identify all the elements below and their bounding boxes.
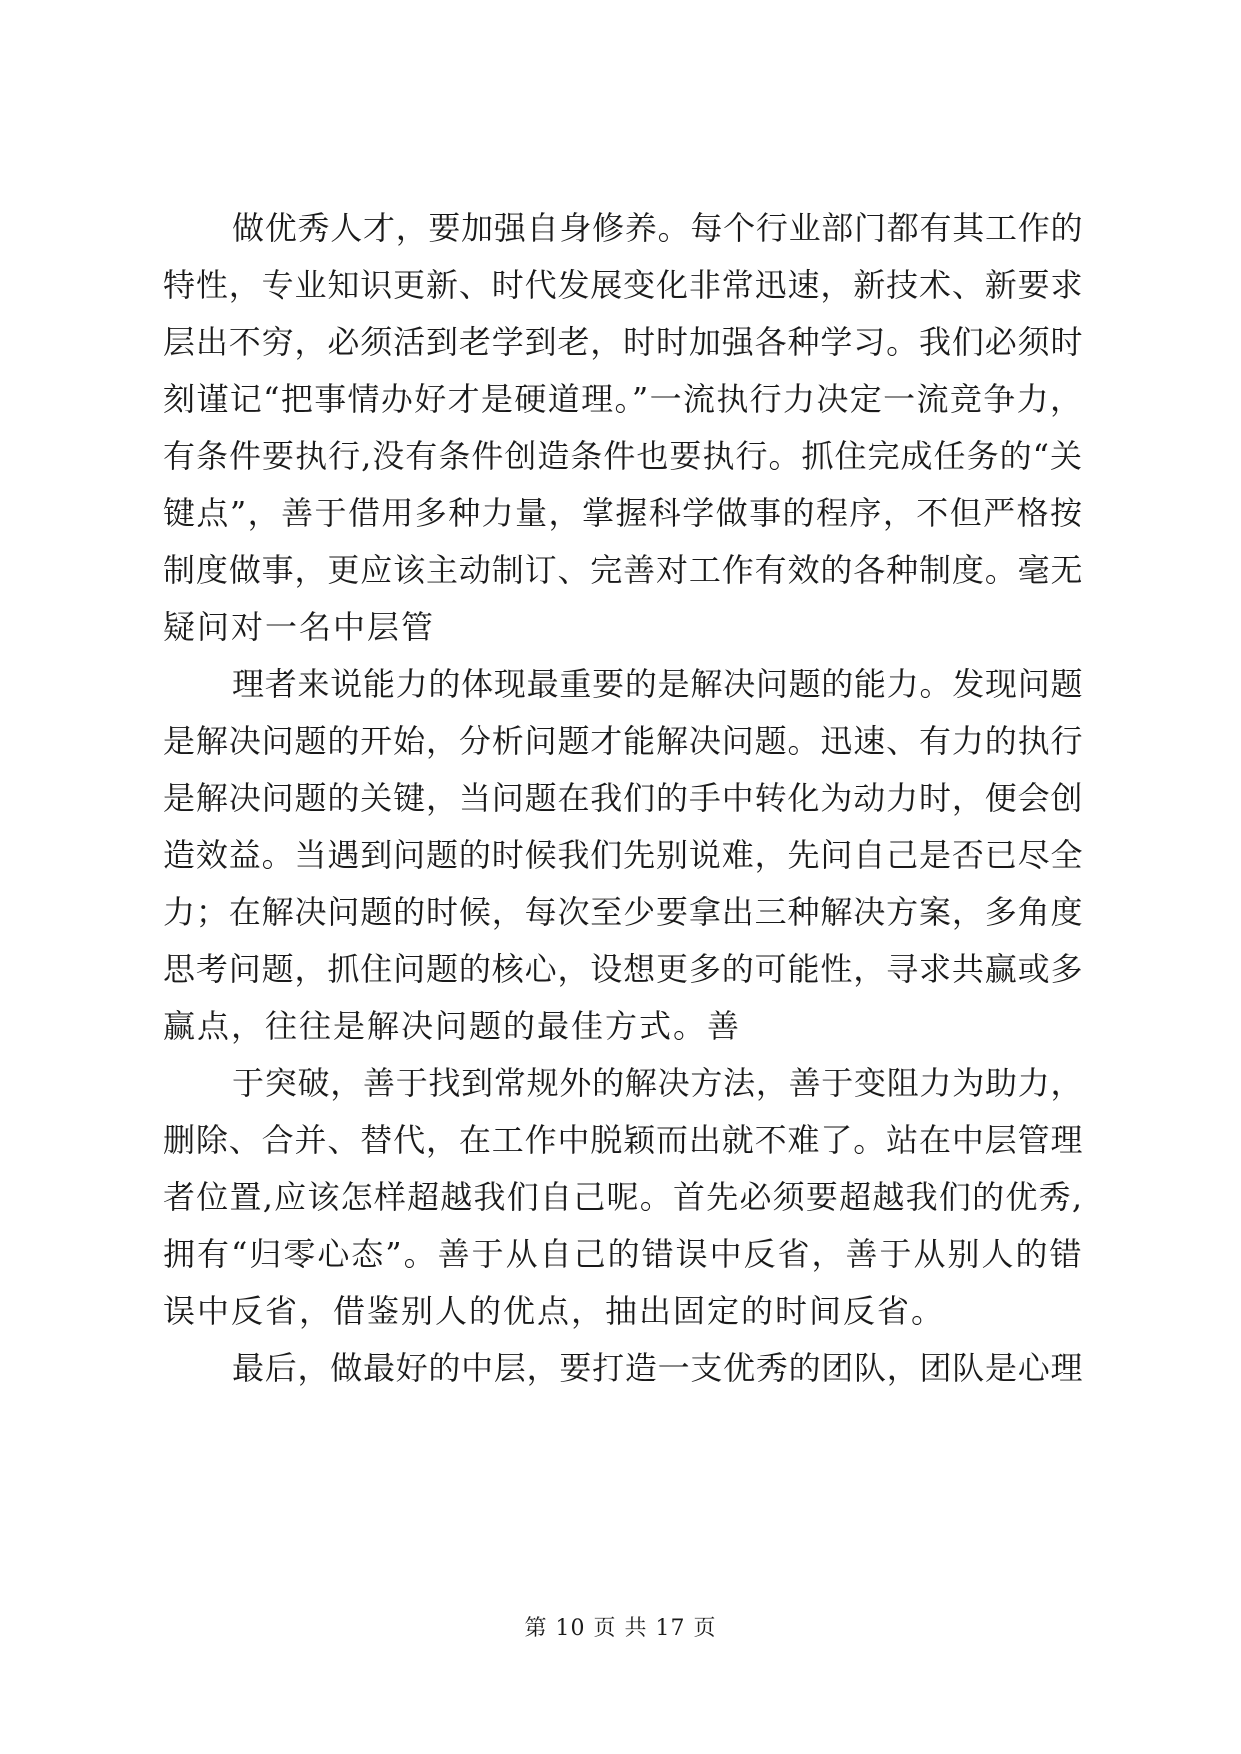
paragraph-2-line-6: 思考问题，抓住问题的核心，设想更多的可能性，寻求共赢或多	[163, 950, 1083, 988]
paragraph-2-line-3: 是解决问题的关键，当问题在我们的手中转化为动力时，便会创	[163, 779, 1083, 817]
paragraph-1-line-6: 键点”，善于借用多种力量，掌握科学做事的程序，不但严格按	[163, 494, 1083, 532]
paragraph-3-line-2: 删除、合并、替代，在工作中脱颖而出就不难了。站在中层管理	[163, 1121, 1083, 1159]
paragraph-3-line-3: 者位置,应该怎样超越我们自己呢。首先必须要超越我们的优秀,	[163, 1178, 1083, 1216]
paragraph-3-line-1: 于突破，善于找到常规外的解决方法，善于变阻力为助力，	[232, 1064, 1083, 1102]
paragraph-2-line-7: 赢点，往往是解决问题的最佳方式。善	[163, 1007, 742, 1045]
paragraph-1-line-2: 特性，专业知识更新、时代发展变化非常迅速，新技术、新要求	[163, 266, 1083, 304]
paragraph-2-line-5: 力；在解决问题的时候，每次至少要拿出三种解决方案，多角度	[163, 893, 1083, 931]
paragraph-1-line-3: 层出不穷，必须活到老学到老，时时加强各种学习。我们必须时	[163, 323, 1083, 361]
paragraph-2-line-1: 理者来说能力的体现最重要的是解决问题的能力。发现问题	[232, 665, 1083, 703]
page-number-footer: 第 10 页 共 17 页	[524, 1616, 717, 1641]
paragraph-2-line-2: 是解决问题的开始，分析问题才能解决问题。迅速、有力的执行	[163, 722, 1083, 760]
paragraph-1-line-4: 刻谨记“把事情办好才是硬道理。”一流执行力决定一流竞争力，	[163, 380, 1083, 418]
paragraph-4-line-1: 最后，做最好的中层，要打造一支优秀的团队，团队是心理	[232, 1349, 1083, 1387]
paragraph-1-line-7: 制度做事，更应该主动制订、完善对工作有效的各种制度。毫无	[163, 551, 1083, 589]
paragraph-3-line-5: 误中反省，借鉴别人的优点，抽出固定的时间反省。	[163, 1292, 946, 1330]
paragraph-1-line-1: 做优秀人才，要加强自身修养。每个行业部门都有其工作的	[232, 209, 1083, 247]
paragraph-2-line-4: 造效益。当遇到问题的时候我们先别说难，先问自己是否已尽全	[163, 836, 1083, 874]
paragraph-1-line-5: 有条件要执行,没有条件创造条件也要执行。抓住完成任务的“关	[163, 437, 1083, 475]
paragraph-1-line-8: 疑问对一名中层管	[163, 608, 436, 646]
paragraph-3-line-4: 拥有“归零心态”。善于从自己的错误中反省，善于从别人的错	[163, 1235, 1083, 1273]
